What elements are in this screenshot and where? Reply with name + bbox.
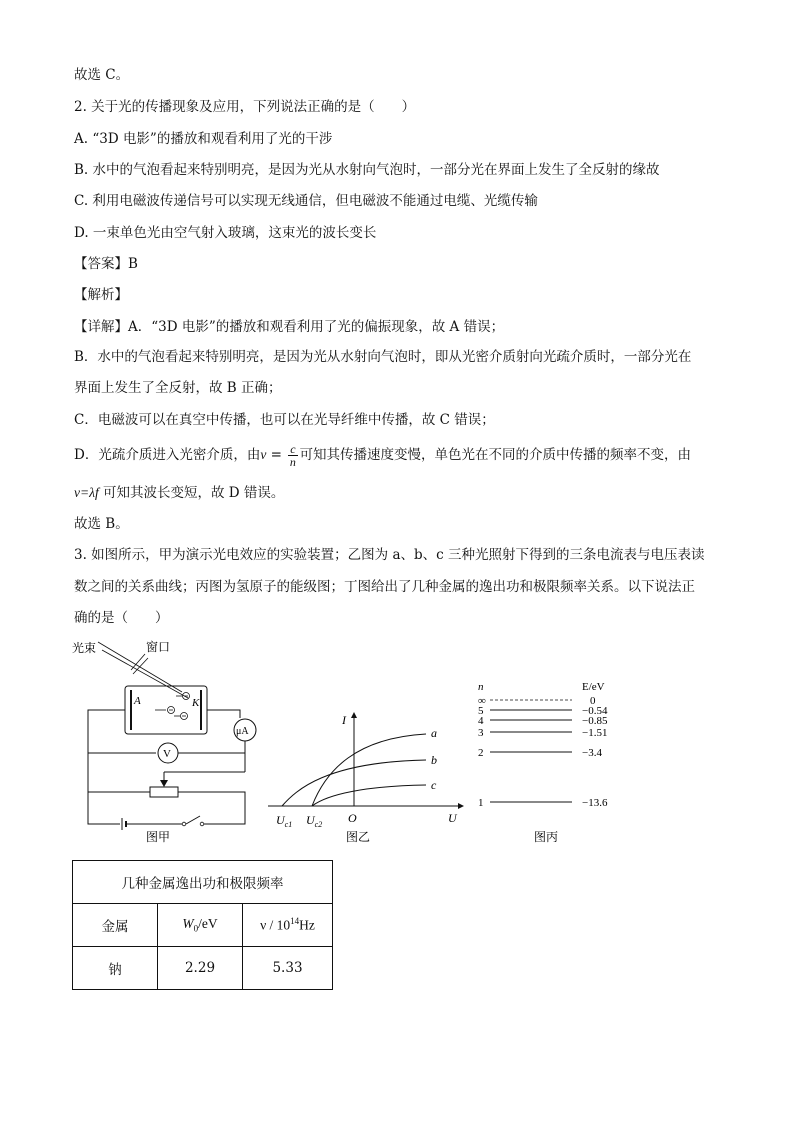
level-inf-e: 0 bbox=[590, 695, 596, 707]
level-2-e: −3.4 bbox=[582, 747, 602, 759]
question-3-line2: 数之间的关系曲线；丙图为氢原子的能级图；丁图给出了几种金属的逸出功和极限频率关系。以下说法正 bbox=[74, 579, 695, 595]
cell-metal: 钠 bbox=[73, 947, 158, 990]
formula-vlf: v=λf bbox=[74, 485, 99, 500]
cathode-label: K bbox=[192, 697, 200, 709]
detail-a-text: A．“3D 电影”的播放和观看利用了光的偏振现象，故 A 错误； bbox=[128, 319, 505, 335]
level-5-e: −0.54 bbox=[582, 705, 608, 717]
window-label: 窗口 bbox=[146, 640, 171, 654]
detail-a bbox=[74, 318, 504, 336]
figure-jia-caption: 图甲 bbox=[146, 830, 171, 844]
anode-label: A bbox=[134, 695, 141, 707]
level-1-n: 1 bbox=[478, 797, 484, 809]
table-row bbox=[73, 947, 333, 990]
curve-c-label: c bbox=[431, 778, 437, 792]
figure-jia bbox=[70, 636, 270, 846]
level-3 bbox=[478, 727, 607, 739]
question-2: 2. 关于光的传播现象及应用，下列说法正确的是（ ） bbox=[74, 99, 416, 115]
w-subscript: 0 bbox=[193, 923, 199, 934]
figure-yi bbox=[266, 710, 466, 846]
level-2-n: 2 bbox=[478, 747, 484, 759]
level-1 bbox=[478, 797, 608, 809]
answer-value: B bbox=[128, 256, 138, 272]
option-2d: D. 一束单色光由空气射入玻璃，这束光的波长变长 bbox=[74, 225, 377, 241]
level-3-n: 3 bbox=[478, 727, 484, 739]
curve-a bbox=[312, 734, 426, 806]
detail-d1-post: 可知其传播速度变慢，单色光在不同的介质中传播的频率不变，由 bbox=[299, 447, 692, 463]
cell-w0: 2.29 bbox=[158, 947, 243, 990]
figure-bing-caption: 图丙 bbox=[534, 830, 559, 844]
w-unit: /eV bbox=[198, 916, 218, 932]
light-beam-label: 光束 bbox=[72, 641, 97, 655]
level-2 bbox=[478, 747, 602, 759]
rheostat bbox=[150, 787, 178, 797]
analysis-tag: 【解析】 bbox=[74, 287, 128, 303]
detail-d1 bbox=[74, 440, 691, 470]
level-4-n: 4 bbox=[478, 715, 484, 727]
figure-yi-caption: 图乙 bbox=[346, 830, 371, 844]
table-title: 几种金属逸出功和极限频率 bbox=[73, 861, 333, 904]
level-4-e: −0.85 bbox=[582, 715, 608, 727]
curve-c bbox=[312, 785, 426, 806]
formula-eq: = bbox=[266, 447, 287, 463]
nu-unit: Hz bbox=[299, 917, 315, 933]
level-3-e: −1.51 bbox=[582, 727, 608, 739]
level-1-e: −13.6 bbox=[582, 797, 608, 809]
option-2c: C. 利用电磁波传递信号可以实现无线通信，但电磁波不能通过电缆、光缆传输 bbox=[74, 193, 538, 209]
voltmeter-label: V bbox=[163, 748, 171, 760]
e-header: E/eV bbox=[582, 681, 605, 693]
option-2a: A. “3D 电影”的播放和观看利用了光的干涉 bbox=[74, 131, 333, 147]
level-inf bbox=[478, 695, 596, 707]
figure-bing bbox=[474, 676, 624, 846]
answer-tag: 【答案】 bbox=[74, 256, 128, 272]
detail-tag: 【详解】 bbox=[74, 319, 128, 335]
origin-label: O bbox=[348, 811, 357, 825]
text-choose-c: 故选 C。 bbox=[74, 67, 130, 83]
nu-symbol: ν / 10 bbox=[260, 917, 291, 933]
curve-b-label: b bbox=[431, 753, 437, 767]
detail-b2: 界面上发生了全反射，故 B 正确； bbox=[74, 380, 282, 396]
text-choose-b: 故选 B。 bbox=[74, 516, 129, 532]
formula-denominator: n bbox=[289, 455, 296, 469]
col-nu-header bbox=[243, 904, 333, 947]
formula-numerator: c bbox=[290, 442, 296, 456]
metal-table bbox=[72, 860, 333, 990]
option-2b: B. 水中的气泡看起来特别明亮，是因为光从水射向气泡时，一部分光在界面上发生了全反射的缘故 bbox=[74, 162, 660, 178]
formula-fraction bbox=[288, 443, 297, 468]
detail-d2 bbox=[74, 484, 284, 502]
x-axis-label: U bbox=[448, 811, 457, 825]
y-axis-label: I bbox=[342, 713, 346, 727]
question-3-line3: 确的是（ ） bbox=[74, 610, 169, 626]
cell-nu: 5.33 bbox=[243, 947, 333, 990]
n-header: n bbox=[478, 681, 484, 693]
curve-a-label: a bbox=[431, 726, 437, 740]
col-w0-header bbox=[158, 904, 243, 947]
uc2-label: $U_{c2}$ bbox=[306, 813, 323, 829]
detail-b1: B．水中的气泡看起来特别明亮，是因为光从水射向气泡时，即从光密介质射向光疏介质时，一部分光在 bbox=[74, 349, 692, 365]
detail-d1-pre: D．光疏介质进入光密介质，由 bbox=[74, 447, 261, 463]
nu-superscript: 14 bbox=[290, 916, 300, 927]
ammeter-label: μA bbox=[236, 726, 249, 737]
w-symbol: W bbox=[182, 916, 194, 932]
level-4 bbox=[478, 715, 608, 727]
question-3-line1: 3. 如图所示，甲为演示光电效应的实验装置；乙图为 a、b、c 三种光照射下得到的三条电流表与电压表读 bbox=[74, 547, 705, 563]
uc1-label: $U_{c1}$ bbox=[276, 813, 293, 829]
formula-v: v bbox=[260, 447, 267, 462]
col-metal-header: 金属 bbox=[73, 904, 158, 947]
answer-line bbox=[74, 255, 138, 273]
detail-c: C．电磁波可以在真空中传播，也可以在光导纤维中传播，故 C 错误； bbox=[74, 412, 495, 428]
level-inf-n: ∞ bbox=[478, 695, 486, 707]
table-title-row bbox=[73, 861, 333, 904]
level-5-n: 5 bbox=[478, 705, 484, 717]
table-header-row bbox=[73, 904, 333, 947]
detail-d2-text: 可知其波长变短，故 D 错误。 bbox=[98, 485, 285, 501]
